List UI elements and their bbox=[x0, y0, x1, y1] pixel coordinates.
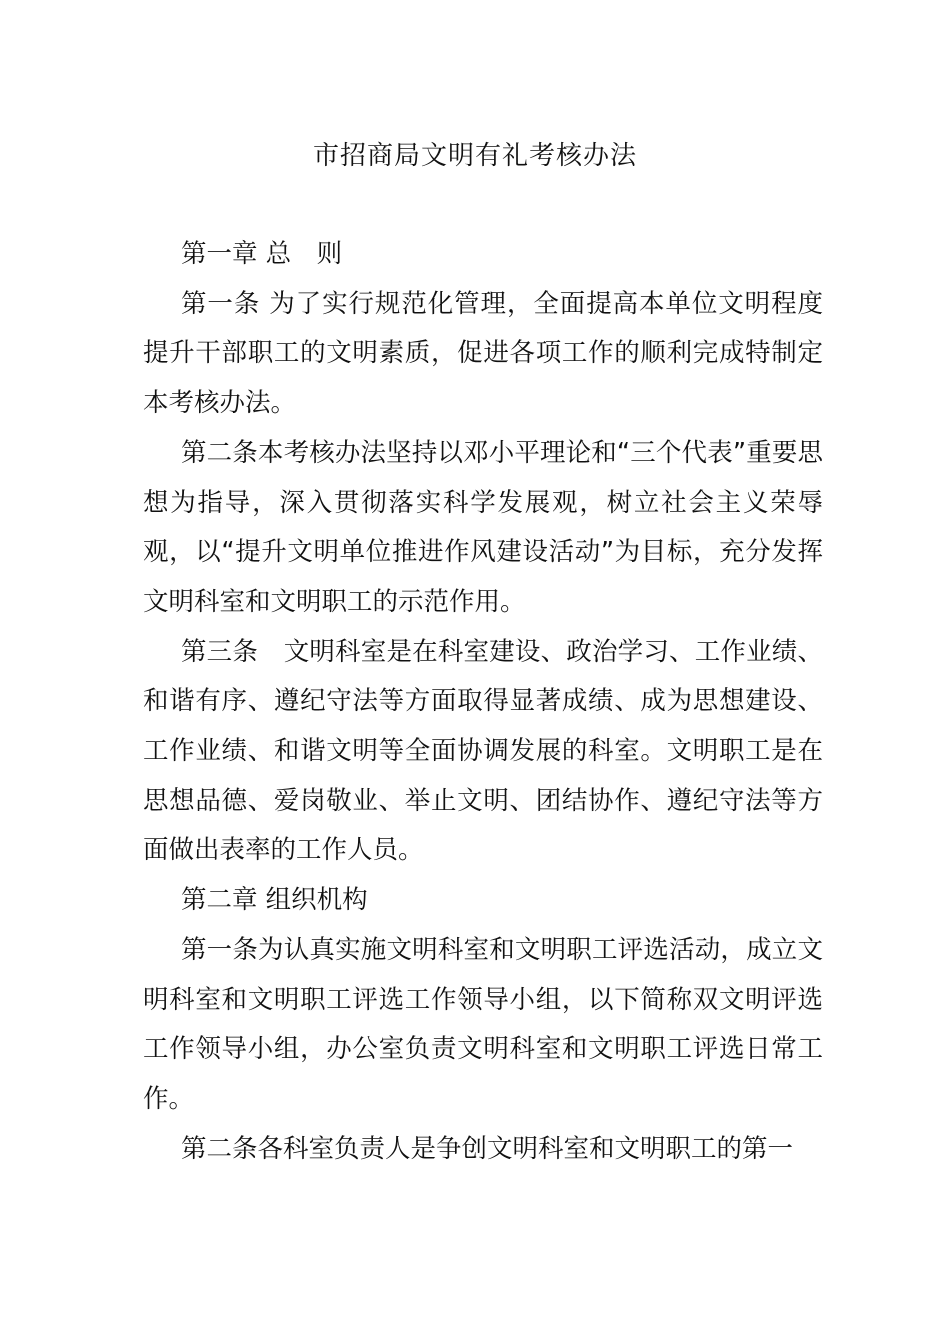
document-title: 市招商局文明有礼考核办法 bbox=[312, 141, 637, 171]
chapter-1-heading: 第一章 总 则 bbox=[181, 239, 343, 269]
chapter-2-article-1: 第一条为认真实施文明科室和文明职工评选活动，成立文明科室和文明职工评选工作领导小组，以下简称双文明评选工作领导小组，办公室负责文明科室和文明职工评选日常工作。 bbox=[143, 934, 823, 1114]
chapter-1-article-3: 第三条 文明科室是在科室建设、政治学习、工作业绩、和谐有序、遵纪守法等方面取得显著成绩、成为思想建设、工作业绩、和谐文明等全面协调发展的科室。文明职工是在思想品德、爱岗敬业、举止文明、团结协作、遵纪守法等方面做出表率的工作人员。 bbox=[143, 636, 823, 866]
chapter-2-article-2: 第二条各科室负责人是争创文明科室和文明职工的第一 bbox=[181, 1133, 794, 1164]
chapter-1-article-2: 第二条本考核办法坚持以邓小平理论和“三个代表”重要思想为指导，深入贯彻落实科学发展观，树立社会主义荣辱观，以“提升文明单位推进作风建设活动”为目标，充分发挥文明科室和文明职工的示范作用。 bbox=[143, 437, 823, 617]
document-body bbox=[143, 230, 823, 1174]
chapter-1-article-1: 第一条 为了实行规范化管理，全面提高本单位文明程度提升干部职工的文明素质，促进各项工作的顺利完成特制定本考核办法。 bbox=[143, 288, 823, 419]
chapter-2-heading: 第二章 组织机构 bbox=[181, 885, 368, 916]
